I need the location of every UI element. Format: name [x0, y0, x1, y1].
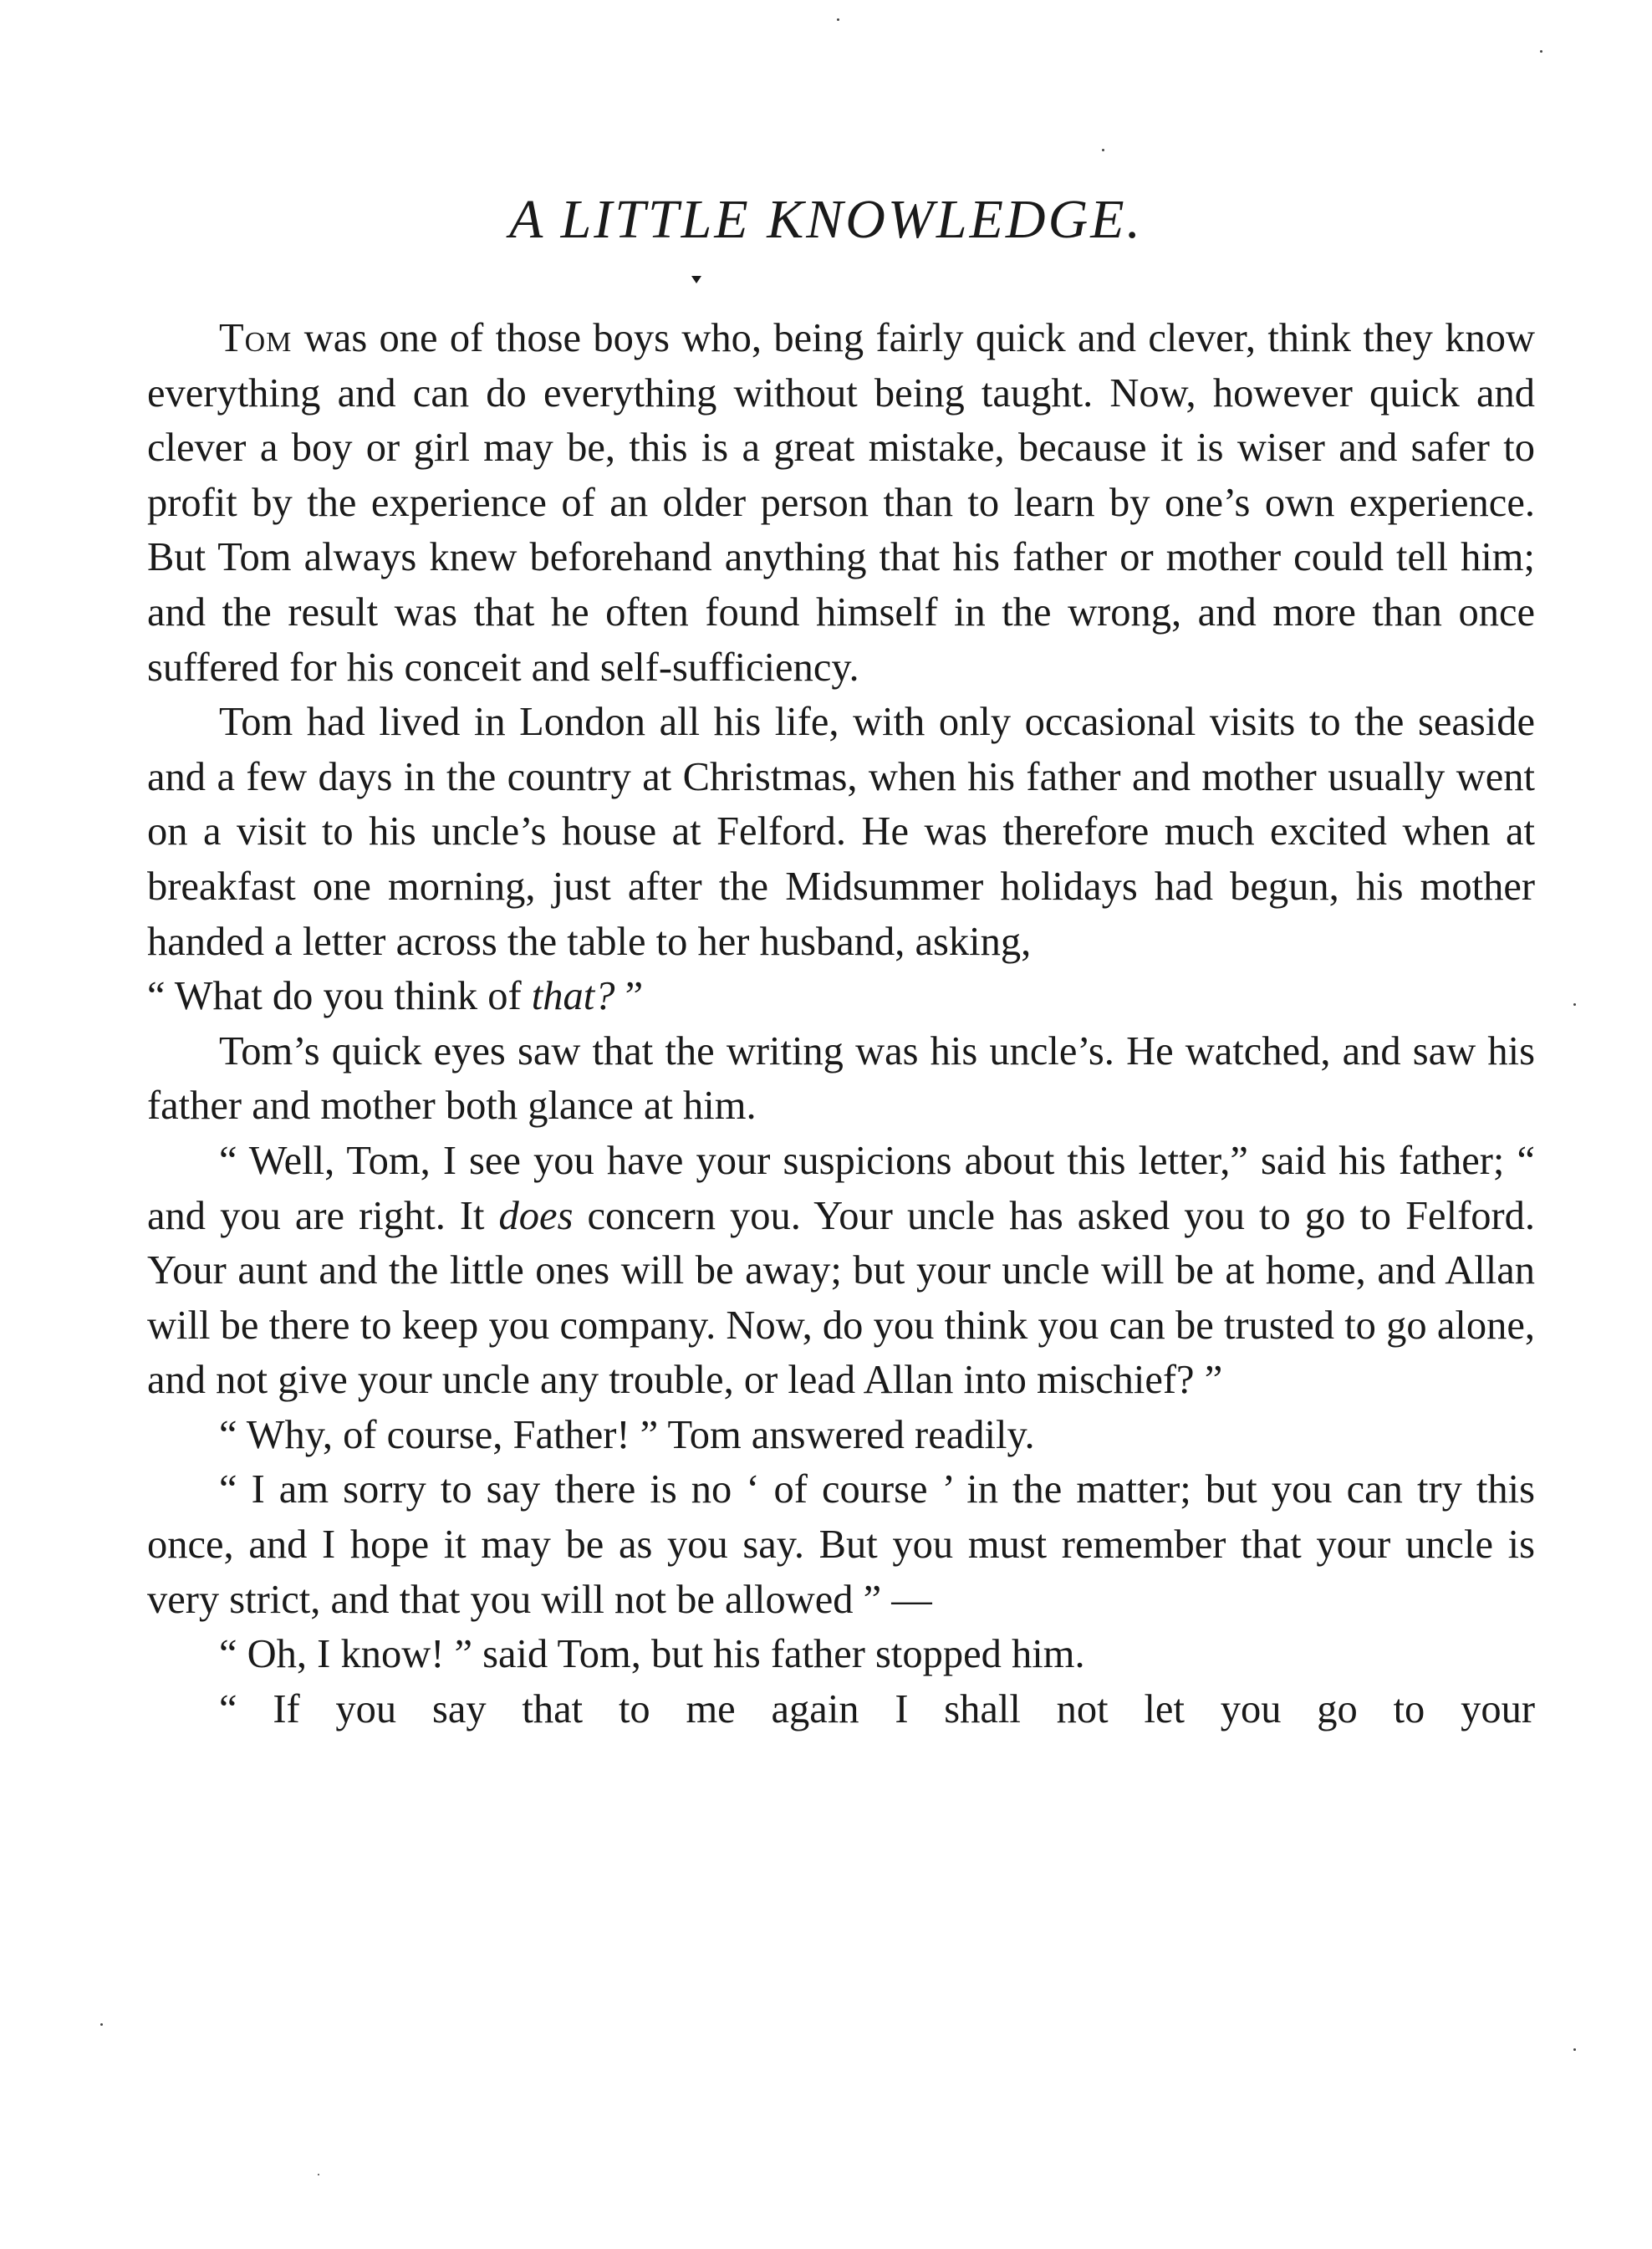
paragraph-5	[147, 1408, 1535, 1463]
paragraph-2-text: Tom had lived in London all his life, with only occasional visits to the seaside and a few days in the country at Christmas, when his father and mother usually went on a visit to his uncle’s house at Felford. He was therefore much excited when at breakfast one morning, just after the Midsummer holidays had begun, his mother handed a letter across the table to her husband, asking,	[147, 700, 1535, 964]
smallcaps-lead: Tom	[219, 316, 293, 360]
paragraph-7	[147, 1627, 1535, 1682]
chapter-title: A LITTLE KNOWLEDGE.	[508, 189, 1144, 250]
paragraph-4	[147, 1134, 1535, 1408]
scan-speck	[1573, 2048, 1576, 2051]
paragraph-7-text: “ Oh, I know! ” said Tom, but his father stopped him.	[219, 1632, 1085, 1677]
scan-speck	[1102, 149, 1104, 151]
scan-speck	[1573, 1003, 1576, 1006]
scan-speck	[1540, 50, 1542, 53]
paragraph-6-text: “ I am sorry to say there is no ‘ of course ’ in the matter; but you can try this once, and I hope it may be as you say. But you must remember that your uncle is very strict, and that you will not be allowed ” —	[147, 1467, 1535, 1622]
paragraph-3-text: Tom’s quick eyes saw that the writing was his uncle’s. He watched, and saw his father and mother both glance at him.	[147, 1028, 1535, 1129]
paragraph-2-quote-open: “ What do you think of	[147, 974, 532, 1019]
paragraph-6	[147, 1462, 1535, 1627]
paragraph-2-quote-close: ”	[614, 974, 644, 1019]
scan-speck	[100, 2023, 103, 2026]
paragraph-5-text: “ Why, of course, Father! ” Tom answered readily.	[219, 1412, 1035, 1457]
scan-speck	[318, 2174, 319, 2175]
paragraph-8	[147, 1682, 1535, 1737]
paragraph-2	[147, 695, 1535, 1024]
scan-speck	[837, 18, 839, 21]
paragraph-1	[147, 311, 1535, 695]
title-ornament	[691, 276, 701, 283]
paragraph-4-text-before: “ Well, Tom, I see you have your suspicions about this letter,” said his father; “ and you are right. It	[147, 1138, 1535, 1238]
paragraph-8-text: “ If you say that to me again I shall not let you go to your	[219, 1686, 1535, 1731]
paragraph-3	[147, 1024, 1535, 1134]
paragraph-1-text: was one of those boys who, being fairly quick and clever, think they know everything and can do everything without being taught. Now, however quick and clever a boy or girl may be, this is a great mistake, because it is wiser and safer to profit by the experience of an older person than to learn by one’s own experience. But Tom always knew beforehand anything that his father or mother could tell him; and the result was that he often found himself in the wrong, and more than once suffered for his conceit and self-sufficiency.	[147, 316, 1535, 690]
paragraph-4-text-after: concern you. Your uncle has asked you to go to Felford. Your aunt and the little ones will be away; but your uncle will be at home, and Allan will be there to keep you company. Now, do you think you can be trusted to go alone, and not give your uncle any trouble, or lead Allan into mischief? ”	[147, 1193, 1535, 1403]
chapter-body	[147, 311, 1535, 1736]
paragraph-4-italic: does	[498, 1193, 574, 1238]
paragraph-2-quote-italic: that?	[531, 974, 615, 1019]
